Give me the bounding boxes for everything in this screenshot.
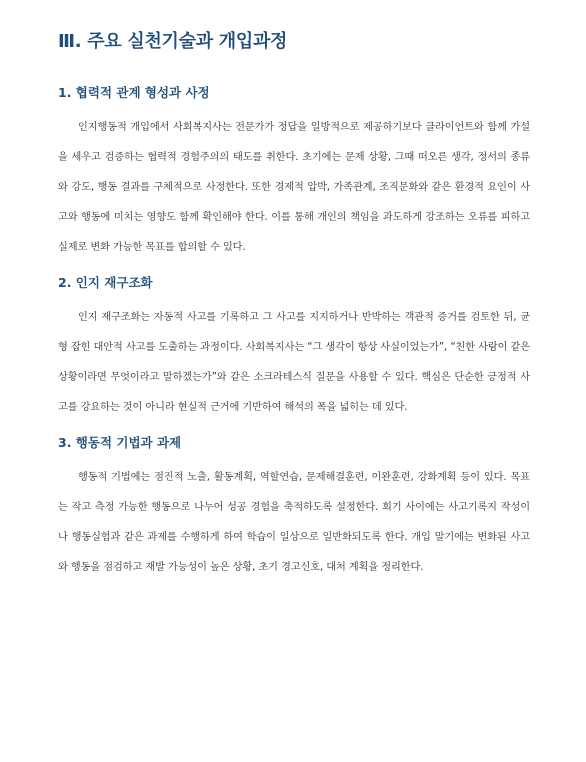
section-paragraph: 행동적 기법에는 점진적 노출, 활동계획, 역할연습, 문제해결훈련, 이완훈련, 강화계획 등이 있다. 목표는 작고 측정 가능한 행동으로 나누어 성공 경험을 축적하도록 설정한다. 회기 사이에는 사고기록지 작성이나 행동실험과 같은 과제를 수행하게 하여 학습이 일상으로 일반화되도록 한다. 개입 말기에는 변화된 사고와 행동을 점검하고 재발 가능성이 높은 상황, 초기 경고신호, 대처 계획을 정리한다. xyxy=(58,472,530,573)
section-paragraph: 인지 재구조화는 자동적 사고를 기록하고 그 사고를 지지하거나 반박하는 객관적 증거를 검토한 뒤, 균형 잡힌 대안적 사고를 도출하는 과정이다. 사회복지사는 “그 생각이 항상 사실이었는가”, “친한 사람이 같은 상황이라면 무엇이라고 말하겠는가”와 같은 소크라테스식 질문을 사용할 수 있다. 핵심은 단순한 긍정적 사고를 강요하는 것이 아니라 현실적 근거에 기반하여 해석의 폭을 넓히는 데 있다. xyxy=(58,312,530,413)
section-heading: 3. 행동적 기법과 과제 xyxy=(58,435,182,450)
page-title: Ⅲ. 주요 실천기술과 개입과정 xyxy=(58,31,288,52)
section-heading: 1. 협력적 관계 형성과 사정 xyxy=(58,85,210,100)
section-paragraph: 인지행동적 개입에서 사회복지사는 전문가가 정답을 일방적으로 제공하기보다 클라이언트와 함께 가설을 세우고 검증하는 협력적 경험주의의 태도를 취한다. 초기에는 문제 상황, 그때 떠오른 생각, 정서의 종류와 강도, 행동 결과를 구체적으로 사정한다. 또한 경제적 압박, 가족관계, 조직문화와 같은 환경적 요인이 사고와 행동에 미치는 영향도 함께 확인해야 한다. 이를 통해 개인의 책임을 과도하게 강조하는 오류를 피하고 실제로 변화 가능한 목표를 합의할 수 있다. xyxy=(58,122,530,253)
section-heading: 2. 인지 재구조화 xyxy=(58,275,153,290)
